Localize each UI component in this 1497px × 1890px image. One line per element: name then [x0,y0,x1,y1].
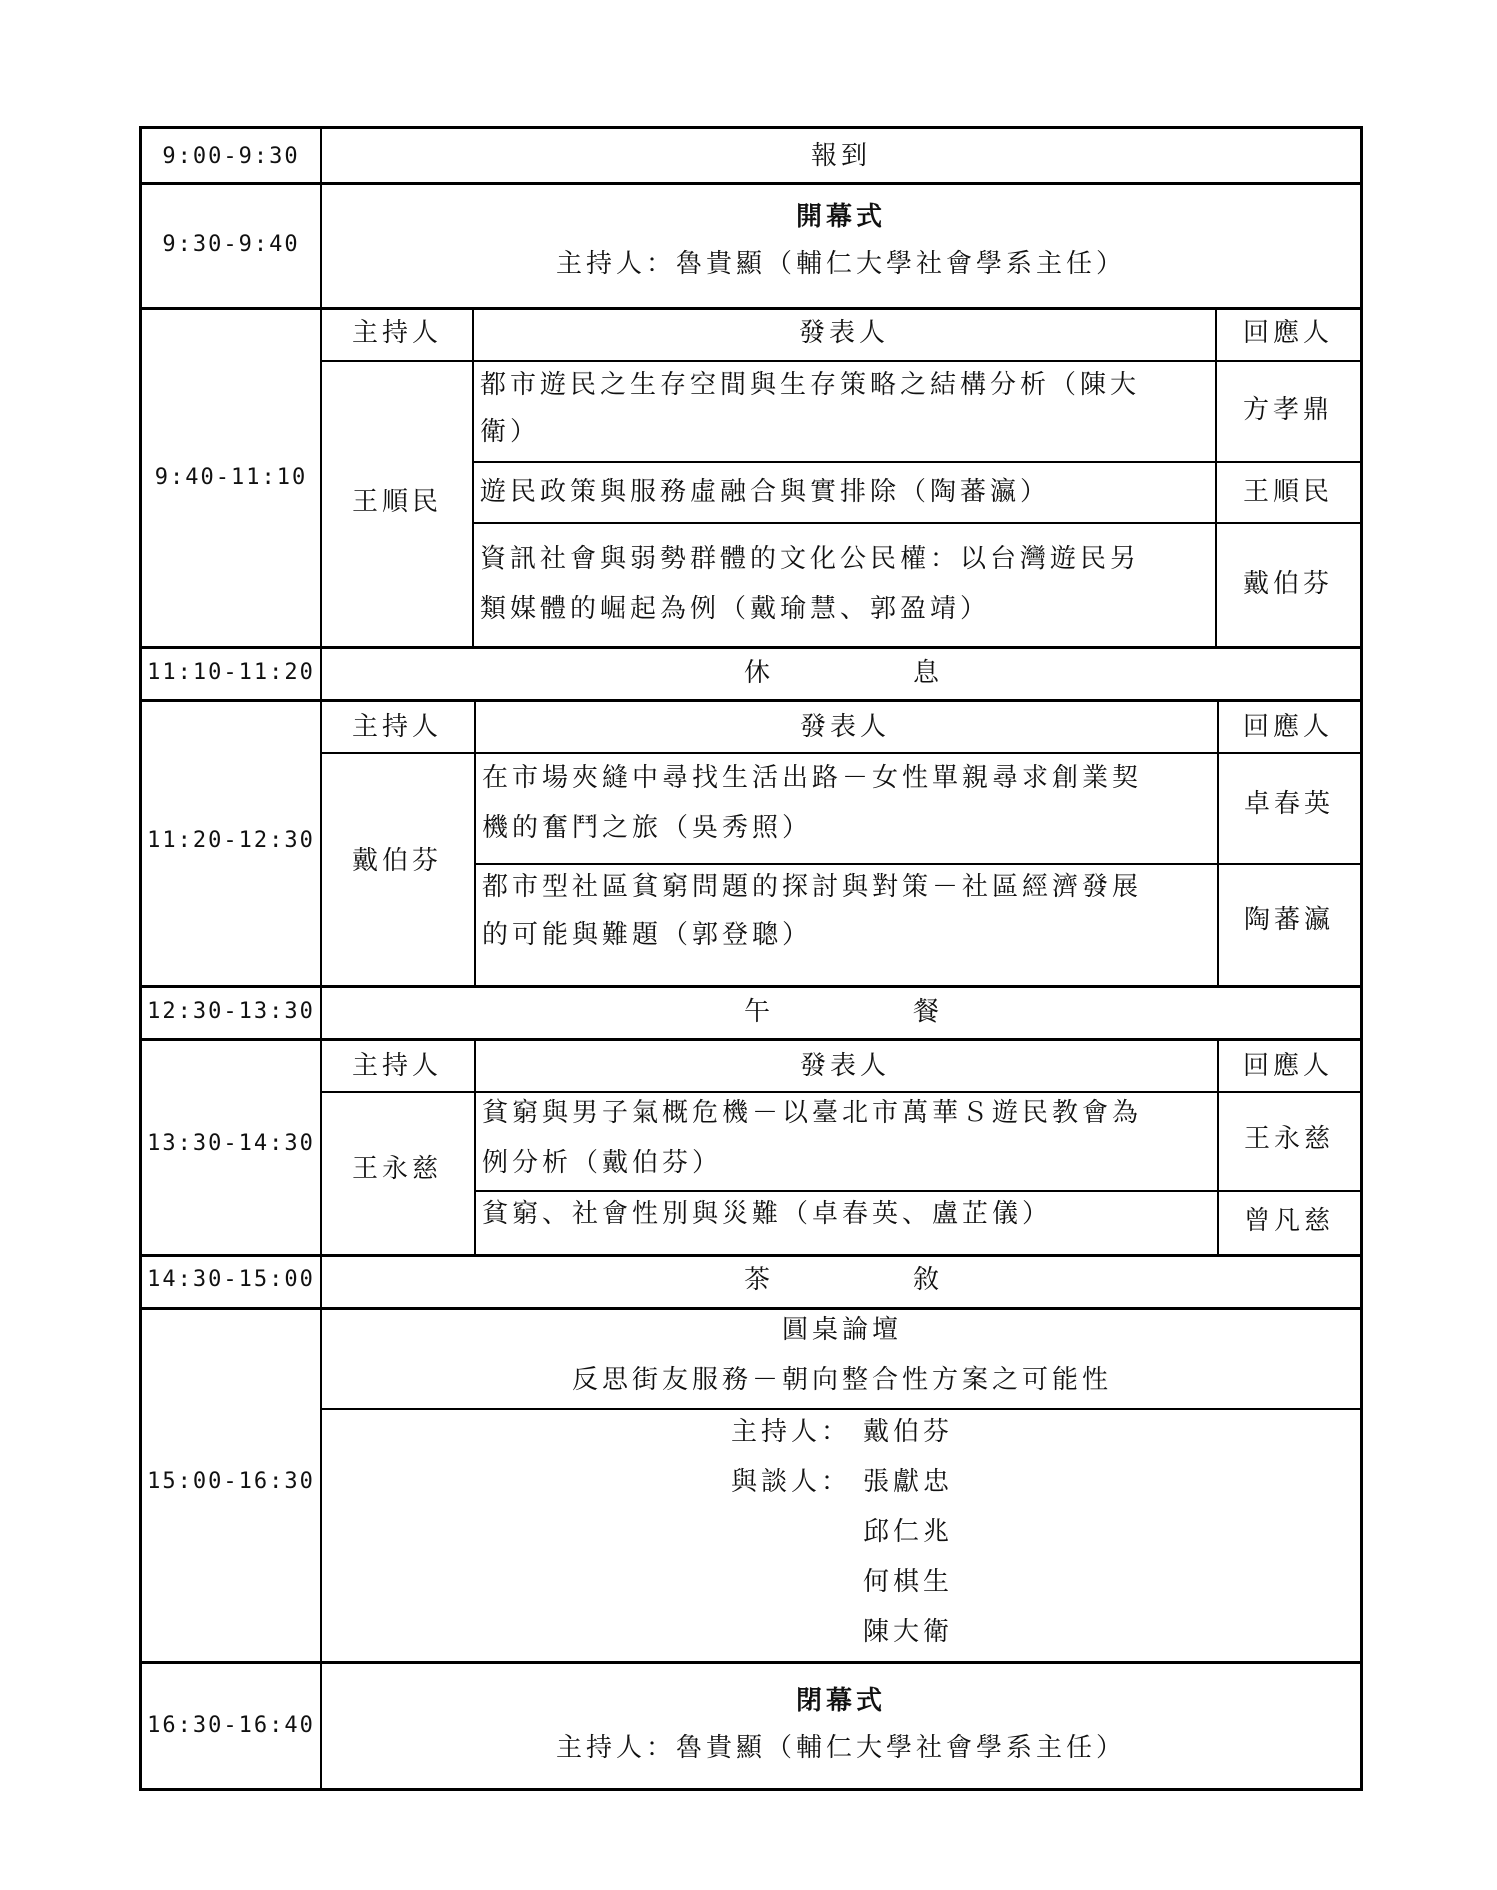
time-opening: 9:30-9:40 [162,232,300,257]
paper-title: 在市場夾縫中尋找生活出路－女性單親尋求創業契 [482,763,1143,793]
row-divider [472,461,1360,463]
row-divider [142,646,1360,649]
lunch-label: 午 [743,997,775,1027]
session-chair: 王順民 [351,487,443,517]
respondent: 王永慈 [1243,1124,1335,1154]
closing-host: 主持人：魯貴顯（輔仁大學社會學系主任） [555,1733,1127,1763]
row-divider [142,985,1360,988]
row-divider [142,307,1360,310]
break-label: 休 [743,658,775,688]
paper-title: 貧窮、社會性別與災難（卓春英、盧芷儀） [482,1199,1053,1229]
row-divider [474,863,1360,865]
row-divider [142,1307,1360,1310]
chair-header: 主持人 [351,318,443,348]
panelist: 張獻忠 [863,1467,954,1497]
col-divider [320,129,322,1788]
tea-label: 敘 [912,1265,944,1295]
col-divider [472,310,474,646]
time-session-1: 9:40-11:10 [154,465,308,490]
forum-title: 圓桌論壇 [781,1315,903,1345]
schedule-table [139,126,1363,1791]
paper-title: 遊民政策與服務虛融合與實排除（陶蕃瀛） [480,477,1051,507]
row-divider [142,182,1360,185]
paper-title: 類媒體的崛起為例（戴瑜慧、郭盈靖） [480,594,991,624]
paper-title: 貧窮與男子氣概危機－以臺北市萬華Ｓ遊民教會為 [482,1098,1143,1128]
col-divider [474,702,476,985]
row-divider [142,699,1360,702]
paper-title: 例分析（戴伯芬） [482,1148,723,1178]
paper-title: 的可能與難題（郭登聰） [482,920,813,950]
time-tea: 14:30-15:00 [147,1267,315,1292]
closing-title: 閉幕式 [795,1686,887,1716]
forum-panel-label: 與談人： [731,1467,852,1497]
session-chair: 戴伯芬 [351,846,443,876]
session-chair: 王永慈 [351,1154,443,1184]
presenter-header: 發表人 [799,712,891,742]
row-divider [142,1038,1360,1041]
time-break: 11:10-11:20 [147,660,315,685]
row-divider [142,1254,1360,1257]
row-divider [472,522,1360,524]
row-divider [322,360,1360,362]
paper-title: 都市型社區貧窮問題的探討與對策－社區經濟發展 [482,872,1143,902]
col-divider [1215,310,1217,646]
time-closing: 16:30-16:40 [147,1713,315,1738]
forum-chair-label: 主持人： [731,1417,852,1447]
time-lunch: 12:30-13:30 [147,999,315,1024]
presenter-header: 發表人 [798,318,890,348]
respondent: 王順民 [1242,477,1334,507]
respondent: 陶蕃瀛 [1243,905,1335,935]
forum-subtitle: 反思街友服務－朝向整合性方案之可能性 [571,1365,1113,1395]
respondent: 戴伯芬 [1242,569,1334,599]
col-divider [1217,1041,1219,1254]
time-forum: 15:00-16:30 [147,1469,315,1494]
presenter-header: 發表人 [799,1051,891,1081]
panelist: 何棋生 [863,1567,954,1597]
time-registration: 9:00-9:30 [162,144,300,169]
paper-title: 資訊社會與弱勢群體的文化公民權：以台灣遊民另 [480,544,1141,574]
row-divider [142,1661,1360,1664]
respondent-header: 回應人 [1242,1051,1334,1081]
row-divider [322,1091,1360,1093]
respondent-header: 回應人 [1242,712,1334,742]
row-divider [322,1408,1360,1410]
paper-title: 衛） [480,417,541,447]
registration-label: 報到 [810,141,872,171]
chair-header: 主持人 [351,1051,443,1081]
lunch-label: 餐 [912,997,944,1027]
opening-host: 主持人：魯貴顯（輔仁大學社會學系主任） [555,249,1127,279]
respondent: 方孝鼎 [1242,395,1334,425]
opening-title: 開幕式 [795,202,887,232]
panelist: 陳大衛 [863,1617,954,1647]
respondent: 卓春英 [1243,789,1335,819]
chair-header: 主持人 [351,712,443,742]
respondent: 曾凡慈 [1243,1206,1335,1236]
paper-title: 機的奮鬥之旅（吳秀照） [482,813,813,843]
break-label: 息 [912,658,944,688]
col-divider [474,1041,476,1254]
tea-label: 茶 [743,1265,775,1295]
forum-chair: 戴伯芬 [863,1417,954,1447]
row-divider [474,1190,1360,1192]
time-session-2: 11:20-12:30 [147,828,315,853]
panelist: 邱仁兆 [863,1517,954,1547]
row-divider [322,752,1360,754]
time-session-3: 13:30-14:30 [147,1131,315,1156]
respondent-header: 回應人 [1242,318,1334,348]
col-divider [1217,702,1219,985]
paper-title: 都市遊民之生存空間與生存策略之結構分析（陳大 [480,370,1141,400]
